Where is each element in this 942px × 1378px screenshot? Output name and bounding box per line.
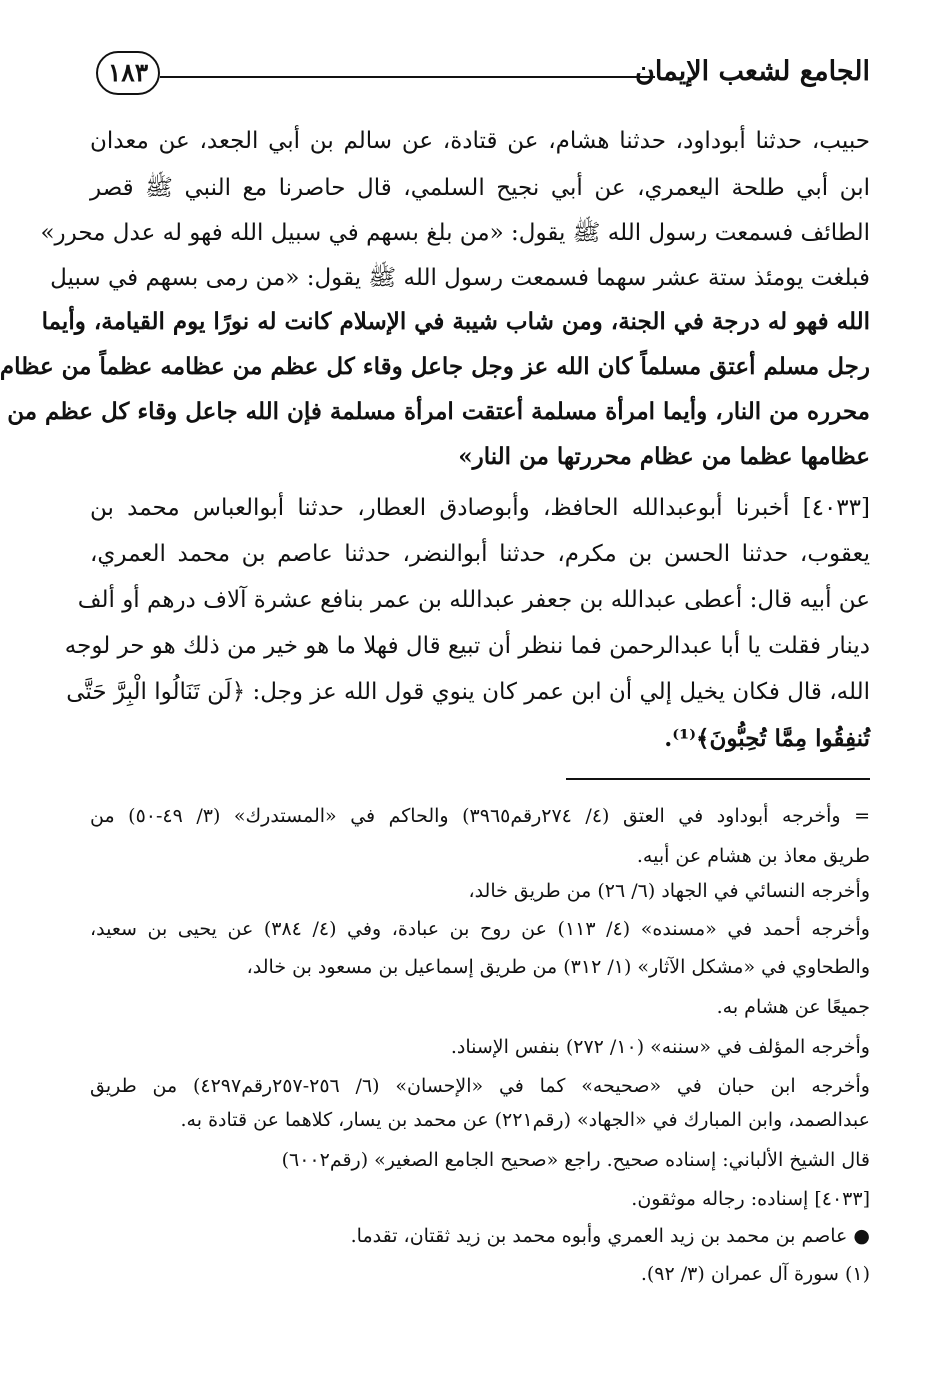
footnote-line: قال الشيخ الألباني: إسناده صحيح. راجع «صحيح الجامع الصغير» (رقم٦٠٠٢) xyxy=(281,1149,870,1171)
text-line: رجل مسلم أعتق مسلماً كان الله عز وجل جاعل وقاء كل عظم من عظامه عظماً من عظام xyxy=(0,353,870,380)
footnote-line: جميعًا عن هشام به. xyxy=(716,996,870,1018)
text-line: عن أبيه قال: أعطى عبدالله بن جعفر عبدالله بن عمر بنافع عشرة آلاف درهم أو ألف xyxy=(77,587,870,613)
footnote-line: وأخرجه المؤلف في «سننه» (١٠/ ٢٧٢) بنفس الإسناد. xyxy=(450,1036,870,1058)
text-line: فبلغت يومئذ ستة عشر سهما فسمعت رسول الله ﷺ يقول: «من رمى بسهم في سبيل xyxy=(50,265,870,291)
footnote-line: = وأخرجه أبوداود في العتق (٤/ ٢٧٤رقم٣٩٦٥) والحاكم في «المستدرك» (٣/ ٤٩-٥٠) من xyxy=(90,805,871,827)
text-line: دينار فقلت يا أبا عبدالرحمن فما ننظر أن تبيع قال فهلا ما هو خير من ذلك هو حر لوجه xyxy=(64,633,870,659)
footnote-line: وأخرجه النسائي في الجهاد (٦/ ٢٦) من طريق خالد، xyxy=(468,880,870,902)
text-line: يعقوب، حدثنا الحسن بن مكرم، حدثنا أبوالنضر، حدثنا عاصم بن محمد العمري، xyxy=(90,541,870,567)
page-header xyxy=(90,46,870,104)
page-number: ١٨٣ xyxy=(96,51,160,95)
book-title: الجامع لشعب الإيمان xyxy=(635,56,870,87)
text-line: الله، قال فكان يخيل إلي أن ابن عمر كان ينوي قول الله عز وجل: ﴿لَن تَنَالُوا الْبِرَّ حَتَّى xyxy=(66,679,870,705)
text-line: الطائف فسمعت رسول الله ﷺ يقول: «من بلغ بسهم في سبيل الله فهو له عدل محرر» xyxy=(40,220,870,246)
footnote-line: (١) سورة آل عمران (٣/ ٩٢). xyxy=(640,1263,870,1285)
text-line: ابن أبي طلحة اليعمري، عن أبي نجيح السلمي، قال حاصرنا مع النبي ﷺ قصر xyxy=(90,175,870,201)
footnote-line: وأخرجه ابن حبان في «صحيحه» كما في «الإحسان» (٦/ ٢٥٦-٢٥٧رقم٤٢٩٧) من طريق xyxy=(90,1075,870,1097)
footnote-line: عبدالصمد، وابن المبارك في «الجهاد» (رقم٢٢١) عن محمد بن يسار، كلاهما عن قتادة به. xyxy=(180,1109,870,1131)
footnote-line: [٤٠٣٣] إسناده: رجاله موثقون. xyxy=(631,1188,870,1210)
footnote-line: وأخرجه أحمد في «مسنده» (٤/ ١١٣) عن روح بن عبادة، وفي (٤/ ٣٨٤) عن يحيى بن سعيد، xyxy=(90,918,870,940)
header-rule xyxy=(160,76,655,78)
footnote-line: والطحاوي في «مشكل الآثار» (١/ ٣١٢) من طريق إسماعيل بن مسعود بن خالد، xyxy=(246,956,870,978)
footnote-line: ● عاصم بن محمد بن زيد العمري وأبوه محمد بن زيد ثقتان، تقدما. xyxy=(350,1225,870,1247)
text-line: عظامها عظما من عظام محررتها من النار» xyxy=(458,443,870,470)
text-line: [٤٠٣٣] أخبرنا أبوعبدالله الحافظ، وأبوصادق العطار، حدثنا أبوالعباس محمد بن xyxy=(90,495,870,521)
text-line: الله فهو له درجة في الجنة، ومن شاب شيبة في الإسلام كانت له نورًا يوم القيامة، وأيما xyxy=(41,308,870,335)
text-line: تُنفِقُوا مِمَّا تُحِبُّونَ﴾⁽¹⁾. xyxy=(664,725,870,752)
text-line: حبيب، حدثنا أبوداود، حدثنا هشام، عن قتادة، عن سالم بن أبي الجعد، عن معدان xyxy=(90,128,870,154)
footnote-line: طريق معاذ بن هشام عن أبيه. xyxy=(636,845,870,867)
footnote-rule xyxy=(566,778,870,780)
text-line: محرره من النار، وأيما امرأة مسلمة أعتقت امرأة مسلمة فإن الله جاعل وقاء كل عظم من xyxy=(7,398,870,425)
